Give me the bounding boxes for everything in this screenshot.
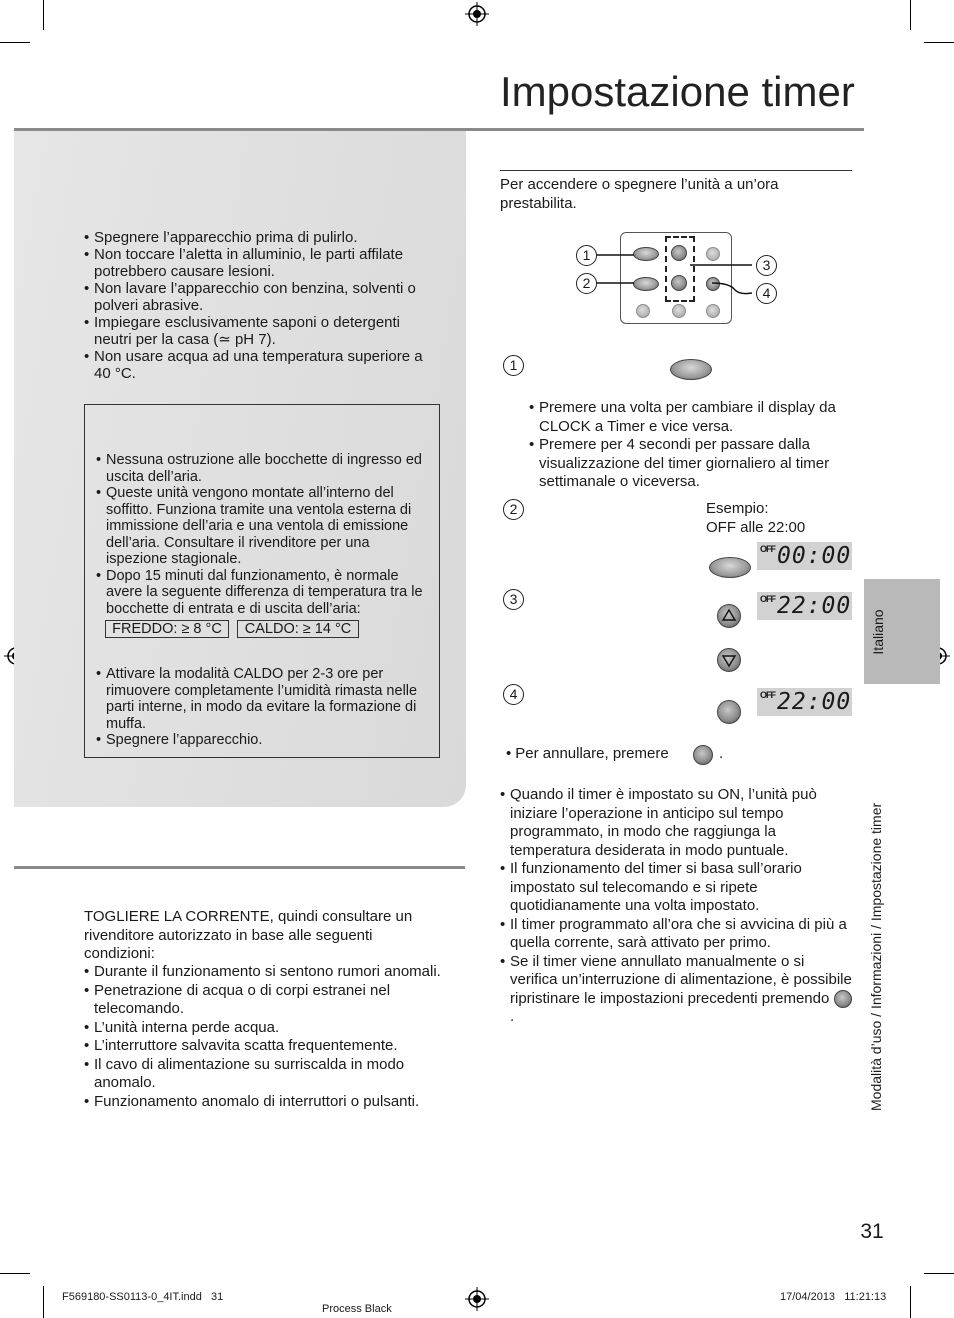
lcd-off-indicator: OFF (760, 544, 775, 554)
list-item: • L’interruttore salvavita scatta frequentemente. (84, 1037, 456, 1056)
button-icon (834, 990, 852, 1008)
list-item: • Dopo 15 minuti dal funzionamento, è normale avere la seguente differenza di temperatura tra le bocchette di entrata e di uscita dell’aria: (96, 568, 432, 618)
list-item: • Durante il funzionamento si sentono rumori anomali. (84, 963, 456, 982)
list-item: • Nessuna ostruzione alle bocchette di ingresso ed uscita dell’aria. (96, 452, 432, 485)
lcd-time: 22:00 (777, 689, 852, 715)
list-item: • Il cavo di alimentazione su surriscalda in modo anomalo. (84, 1056, 456, 1093)
last-note-period: . (510, 1008, 515, 1025)
power-list (84, 963, 456, 1111)
temp-hot-label: CALDO: ≥ 14 °C (237, 620, 359, 638)
lcd-off-indicator: OFF (760, 690, 775, 700)
power-intro: TOGLIERE LA CORRENTE, quindi consultare un rivenditore autorizzato in base alle seguenti condizioni: (84, 908, 413, 962)
list-item: • Queste unità vengono montate all’interno del soffitto. Funziona tramite una ventola esterna di immissione dell’aria e una ventola di emissione dell’aria. Consultare il rivenditore per una ispezione stagionale. (96, 485, 432, 568)
lcd-display (757, 592, 852, 620)
lcd-display (757, 542, 852, 570)
last-note-text: Se il timer viene annullato manualmente o si verifica un’interruzione di alimentazione, è possibile ripristinare le impostazioni precedenti premendo (510, 952, 852, 1007)
lcd-time: 22:00 (777, 593, 852, 619)
crop-mark (43, 0, 44, 30)
diagram-callout-lines (590, 240, 760, 310)
list-item: • Non usare acqua ad una temperatura superiore a 40 °C. (84, 348, 434, 382)
footer-datetime: 17/04/2013 11:21:13 (780, 1291, 887, 1303)
crop-mark (0, 42, 30, 43)
crop-mark (910, 1286, 911, 1318)
section-rule (14, 866, 465, 869)
list-item: • Penetrazione di acqua o di corpi estranei nel telecomando. (84, 982, 456, 1019)
step-number-3: 3 (503, 589, 524, 610)
cancel-period: . (719, 745, 724, 762)
registration-mark-icon (465, 2, 489, 26)
side-tab-language: Italiano (870, 609, 886, 655)
list-item: • Non toccare l’aletta in alluminio, le parti affilate potrebbero causare lesioni. (84, 246, 434, 280)
crop-mark (910, 0, 911, 30)
list-item: • Il timer programmato all’ora che si avvicina di più a quella corrente, sarà attivato per primo. (500, 916, 852, 953)
lcd-off-indicator: OFF (760, 594, 775, 604)
list-item: • Funzionamento anomalo di interruttori o pulsanti. (84, 1093, 456, 1112)
temp-cold-label: FREDDO: ≥ 8 °C (105, 620, 229, 638)
list-item (500, 953, 852, 1027)
list-item: • Impiegare esclusivamente saponi o detergenti neutri per la casa (≃ pH 7). (84, 314, 434, 348)
step-number-4: 4 (503, 684, 524, 705)
step-number-1: 1 (503, 355, 524, 376)
step1-list (529, 399, 851, 492)
set-button-icon (717, 700, 741, 724)
list-item: • Premere per 4 secondi per passare dalla visualizzazione del timer giornaliero al timer settimanale o viceversa. (529, 436, 851, 492)
footer-color: Process Black (322, 1303, 392, 1315)
crop-mark (924, 1273, 954, 1274)
lcd-display (757, 688, 852, 716)
timer-intro: Per accendere o spegnere l’unità a un’ora prestabilita. (500, 176, 779, 212)
list-item: • Spegnere l’apparecchio. (96, 732, 432, 749)
registration-mark-icon (465, 1287, 489, 1311)
triangle-up-icon (718, 605, 740, 627)
info-box-list (96, 452, 432, 617)
list-item: • Quando il timer è impostato su ON, l’unità può iniziare l’operazione in anticipo sul tempo programmato, in modo che raggiunga la temperatura desiderata in modo puntuale. (500, 786, 852, 860)
right-rule (500, 170, 852, 171)
notes-list (500, 786, 852, 1027)
list-item: • Attivare la modalità CALDO per 2-3 ore per rimuovere completamente l’umidità rimasta nelle parti interne, in modo da evitare la formazione di muffa. (96, 666, 432, 732)
callout-number-3: 3 (756, 255, 777, 276)
cancel-instruction: • Per annullare, premere (506, 745, 669, 762)
example-label: Esempio: (706, 500, 769, 517)
info-box-list-2 (96, 666, 432, 749)
list-item: • Non lavare l’apparecchio con benzina, solventi o polveri abrasive. (84, 280, 434, 314)
list-item: • L’unità interna perde acqua. (84, 1019, 456, 1038)
example-value: OFF alle 22:00 (706, 519, 806, 536)
list-item: • Spegnere l’apparecchio prima di pulirlo. (84, 229, 434, 246)
cancel-button-icon (693, 745, 713, 765)
footer-filename: F569180-SS0113-0_4IT.indd 31 (62, 1291, 224, 1303)
callout-number-2: 2 (576, 273, 597, 294)
page-number: 31 (860, 1220, 884, 1243)
callout-number-1: 1 (576, 245, 597, 266)
triangle-down-icon (718, 649, 740, 671)
list-item: • Il funzionamento del timer si basa sull’orario impostato sul telecomando e si ripete quotidianamente una volta impostato. (500, 860, 852, 916)
side-tab-section: Modalità d’uso / Informazioni / Impostazione timer (868, 802, 884, 1111)
down-arrow-button-icon (717, 648, 741, 672)
crop-mark (0, 1273, 30, 1274)
lcd-time: 00:00 (777, 543, 852, 569)
cancel-text: Per annullare, premere (515, 745, 669, 762)
crop-mark (924, 42, 954, 43)
timer-set-button-icon (670, 359, 712, 380)
step-number-2: 2 (503, 499, 524, 520)
up-arrow-button-icon (717, 604, 741, 628)
cleaning-list (84, 229, 434, 382)
timer-set-button-icon (709, 557, 751, 578)
list-item: • Premere una volta per cambiare il display da CLOCK a Timer e vice versa. (529, 399, 851, 436)
page-title: Impostazione timer (500, 68, 855, 115)
crop-mark (43, 1286, 44, 1318)
callout-number-4: 4 (756, 283, 777, 304)
